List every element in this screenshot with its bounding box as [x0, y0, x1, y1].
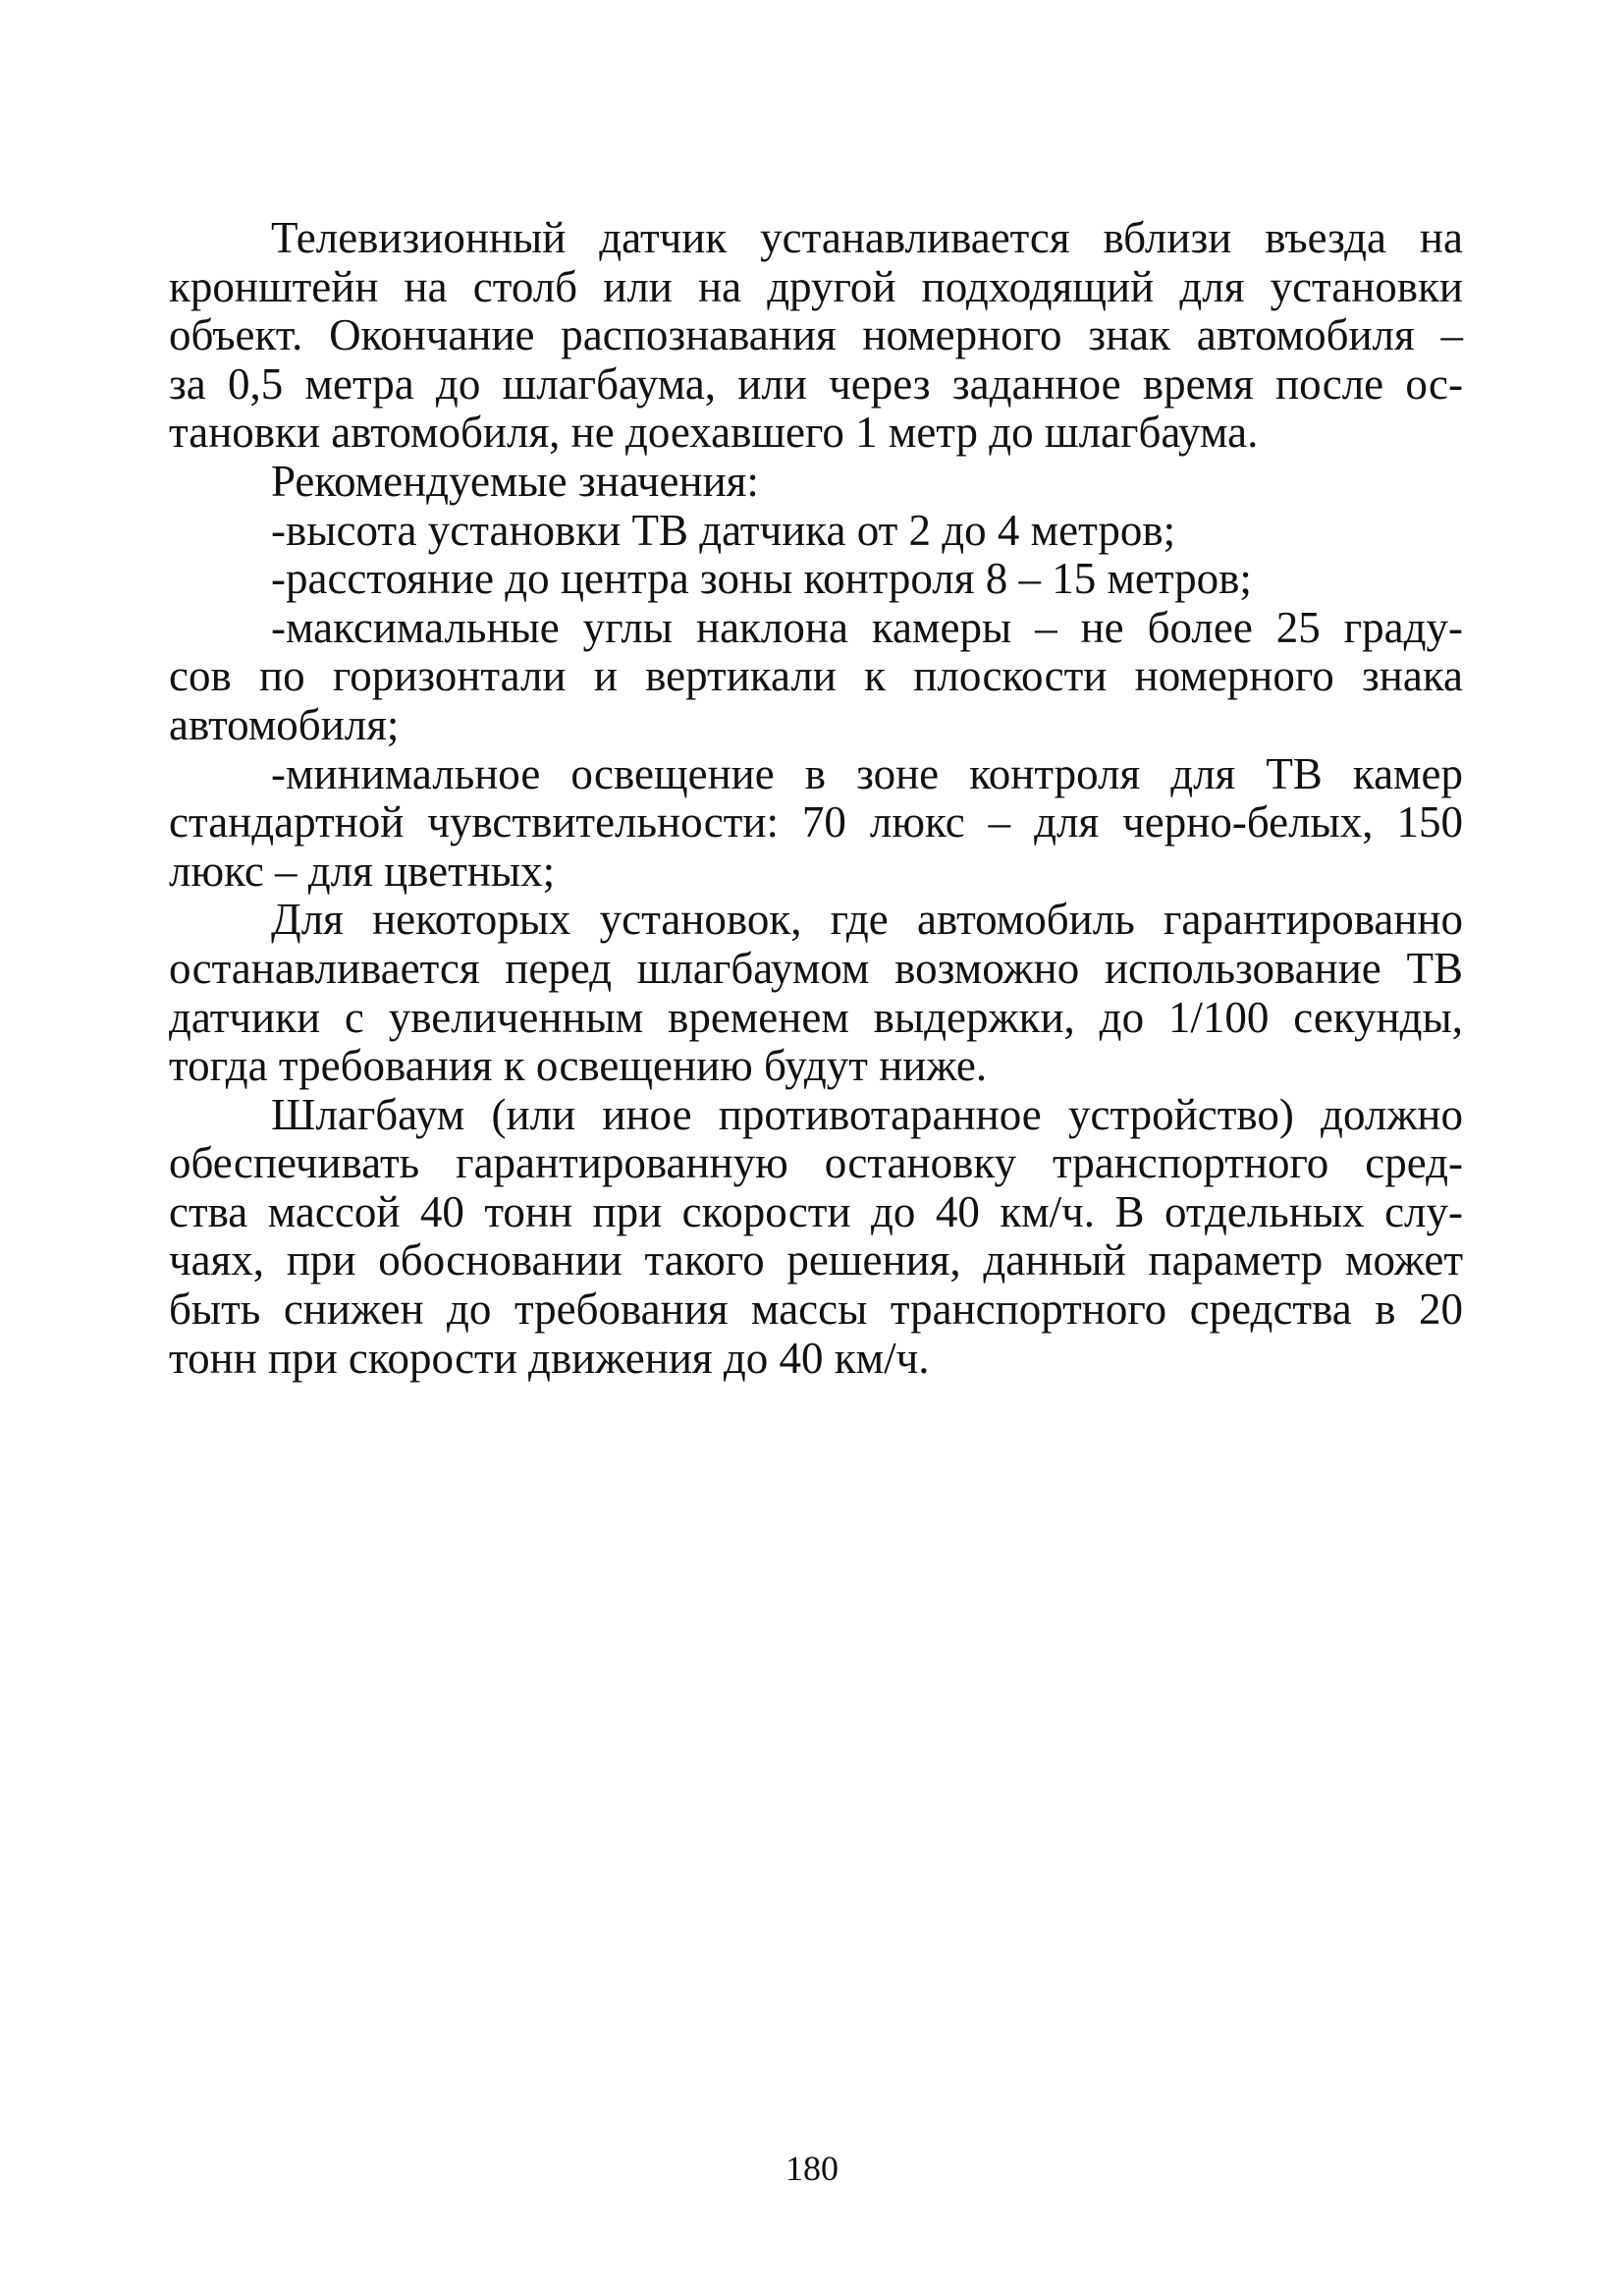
body-text [169, 214, 1463, 1383]
text-line: -максимальные углы наклона камеры – не более 25 граду- [271, 602, 1463, 652]
page-number: 180 [785, 2149, 839, 2188]
list-item-angles [169, 604, 1463, 750]
text-line: Шлагбаум (или иное противотаранное устройство) должно [271, 1089, 1463, 1139]
text-line: за 0,5 метра до шлагбаума, или через заданное время после ос- [169, 358, 1463, 409]
text-line: стандартной чувствительности: 70 люкс – для черно-белых, 150 [169, 797, 1463, 847]
paragraph-recommended-values [169, 458, 1463, 507]
text-line: тогда требования к освещению будут ниже. [169, 1041, 988, 1091]
text-line: -расстояние до центра зоны контроля 8 – 15 метров; [271, 554, 1252, 604]
text-line: Телевизионный датчик устанавливается вблизи въезда на [271, 213, 1463, 262]
paragraph-barrier [169, 1091, 1463, 1384]
list-item-distance [169, 555, 1463, 604]
list-item-illumination [169, 750, 1463, 897]
text-line: тановки автомобиля, не доехавшего 1 метр до шлагбаума. [169, 408, 1259, 458]
text-line: кронштейн на столб или на другой подходящий для установки [169, 261, 1463, 311]
text-line: обеспечивать гарантированную остановку транспортного сред- [169, 1138, 1463, 1188]
text-line: останавливается перед шлагбаумом возможно использование ТВ [169, 943, 1463, 993]
text-line: автомобиля; [169, 699, 400, 749]
text-line: тонн при скорости движения до 40 км/ч. [169, 1333, 930, 1383]
text-line: -высота установки ТВ датчика от 2 до 4 метров; [271, 505, 1176, 555]
text-line: люкс – для цветных; [169, 846, 556, 896]
text-line: чаях, при обосновании такого решения, данный параметр может [169, 1235, 1463, 1285]
list-item-height [169, 507, 1463, 556]
paragraph-sensor-installation [169, 214, 1463, 458]
text-line: ства массой 40 тонн при скорости до 40 км/ч. В отдельных слу- [169, 1186, 1463, 1236]
text-line: объект. Окончание распознавания номерного знак автомобиля – [169, 310, 1463, 360]
text-line: -минимальное освещение в зоне контроля для ТВ камер [271, 748, 1463, 798]
text-line: Для некоторых установок, где автомобиль гарантированно [271, 895, 1463, 945]
text-line: Рекомендуемые значения: [271, 456, 759, 506]
paragraph-exposure [169, 896, 1463, 1090]
text-line: сов по горизонтали и вертикали к плоскости номерного знака [169, 651, 1463, 701]
text-line: быть снижен до требования массы транспортного средства в 20 [169, 1285, 1463, 1335]
text-line: датчики с увеличенным временем выдержки, до 1/100 секунды, [169, 992, 1463, 1042]
